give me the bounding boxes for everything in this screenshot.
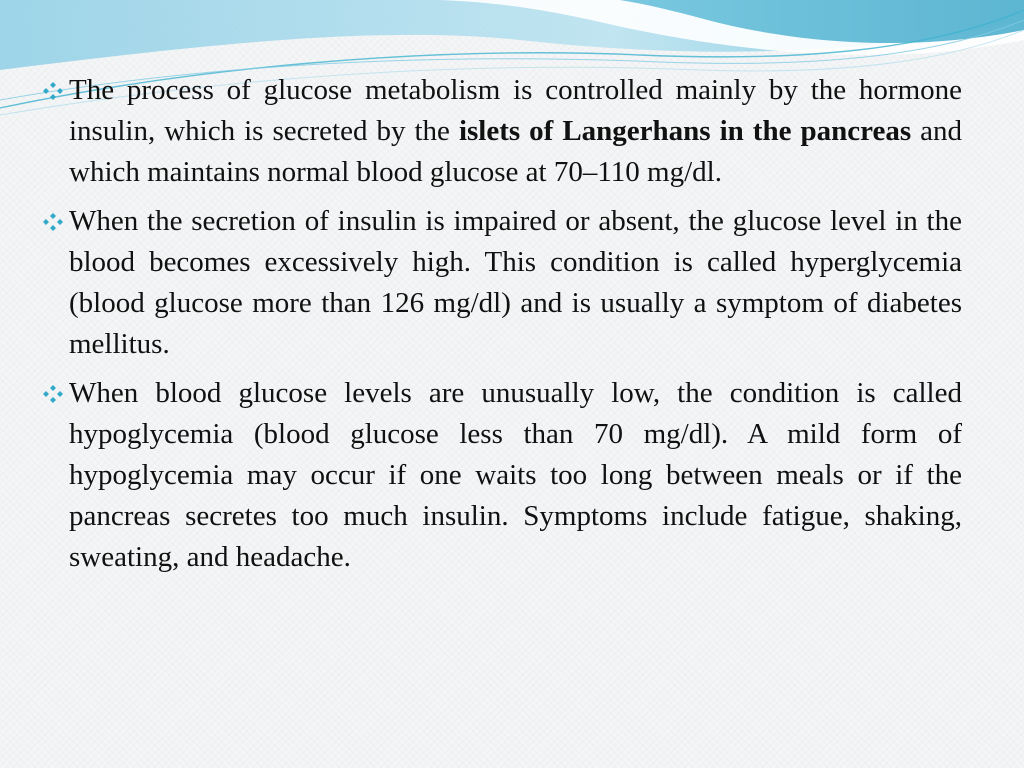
- bullet-text: The process of glucose metabolism is controlled mainly by the hormone insulin, which is secreted by the: [69, 74, 962, 147]
- bullet-text: and which maintains normal blood glucose at 70–110 mg/dl.: [69, 115, 963, 188]
- bullet-text: When blood glucose levels are unusually low, the condition is called hypoglycemia (blood glucose less than 70 mg/dl). A mild form of hypoglycemia may occur if one waits too long between meals or if the pancreas secretes too much insulin. Symptoms include fatigue, shaking, sweating, and headache.: [69, 377, 962, 573]
- bullet-item-insulin: [40, 70, 962, 193]
- bullet-item-hyperglycemia: [40, 201, 962, 365]
- diamond-four-dots-icon: [42, 82, 64, 100]
- slide-content: [40, 70, 962, 586]
- diamond-four-dots-icon: [42, 385, 64, 403]
- bullet-text: When the secretion of insulin is impaired or absent, the glucose level in the blood becomes excessively high. This condition is called hyperglycemia (blood glucose more than 126 mg/dl) and is usually a symptom of diabetes mellitus.: [69, 205, 962, 360]
- bullet-bold-text: islets of Langerhans in the pancreas: [458, 115, 912, 147]
- diamond-four-dots-icon: [42, 213, 64, 231]
- bullet-item-hypoglycemia: [40, 373, 962, 578]
